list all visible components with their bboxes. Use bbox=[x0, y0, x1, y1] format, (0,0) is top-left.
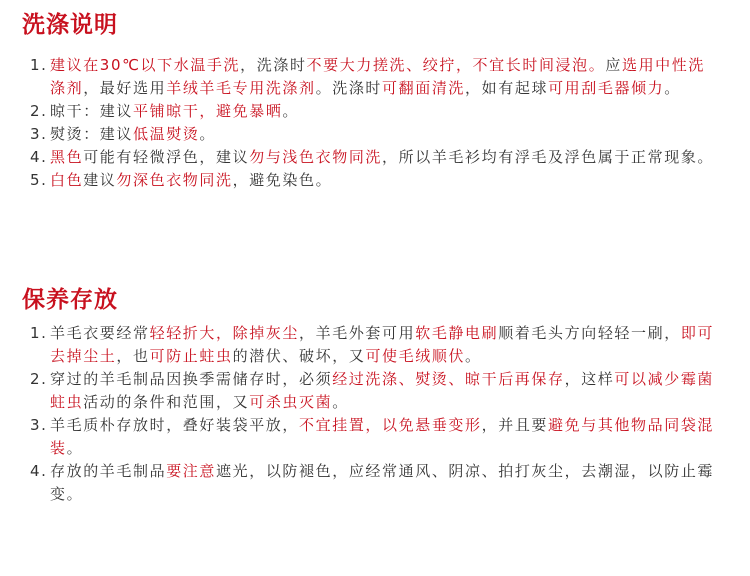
emphasized-text: 经过洗涤、熨烫、晾干后再保存 bbox=[332, 370, 565, 388]
emphasized-text: 可使毛绒顺伏 bbox=[365, 347, 466, 365]
emphasized-text: 可翻面清洗 bbox=[382, 79, 466, 97]
body-text: ，所以羊毛衫均有浮毛及浮色属于正常现象。 bbox=[382, 148, 715, 166]
body-text: ，洗涤时 bbox=[240, 56, 307, 74]
body-text: 。 bbox=[465, 347, 482, 365]
emphasized-text: 不要大力搓洗、绞拧，不宜长时间浸泡。 bbox=[306, 56, 606, 74]
list-item bbox=[0, 100, 750, 123]
body-text: ，也 bbox=[116, 347, 150, 365]
body-text: 。 bbox=[282, 102, 300, 120]
body-text: 可能有轻微浮色，建议 bbox=[83, 148, 250, 166]
body-text: 。 bbox=[664, 79, 681, 97]
washing-instructions-list bbox=[0, 54, 750, 192]
emphasized-text: 选用中性洗涤剂 bbox=[50, 56, 705, 97]
body-text: 顺着毛头方向轻轻一刷， bbox=[498, 324, 681, 342]
list-item-number: 5. bbox=[30, 171, 48, 189]
body-text: 活动的条件和范围，又 bbox=[83, 393, 250, 411]
body-text: 穿过的羊毛制品因换季需储存时，必须 bbox=[50, 370, 333, 388]
body-text: 熨烫：建议 bbox=[50, 125, 134, 143]
list-item-number: 3. bbox=[30, 125, 48, 143]
list-item bbox=[0, 146, 750, 169]
body-text: 应 bbox=[605, 56, 622, 74]
body-text: 。 bbox=[66, 439, 84, 457]
section-title-care: 保养存放 bbox=[22, 287, 118, 313]
list-item bbox=[0, 368, 750, 414]
list-item bbox=[0, 414, 750, 460]
emphasized-text: 黑色 bbox=[50, 148, 84, 166]
body-text: ，这样 bbox=[564, 370, 615, 388]
body-text: 晾干：建议 bbox=[50, 102, 134, 120]
body-text: 存放的羊毛制品 bbox=[50, 462, 167, 480]
list-item bbox=[0, 460, 750, 506]
body-text: 。洗涤时 bbox=[315, 79, 383, 97]
body-text: ，如有起球 bbox=[465, 79, 549, 97]
emphasized-text: 白色 bbox=[50, 171, 84, 189]
body-text: 遮光，以防褪色，应经常通风、阴凉、拍打灰尘，去潮湿，以防止霉变。 bbox=[50, 462, 715, 503]
emphasized-text: 低温熨烫 bbox=[133, 125, 200, 143]
list-item bbox=[0, 169, 750, 192]
list-item bbox=[0, 54, 750, 100]
emphasized-text: 勿深色衣物同洗 bbox=[116, 171, 233, 189]
body-text: ，避免染色。 bbox=[232, 171, 333, 189]
emphasized-text: 平铺晾干，避免暴晒 bbox=[133, 102, 283, 120]
emphasized-text: 可用刮毛器倾力 bbox=[548, 79, 665, 97]
body-text: ，羊毛外套可用 bbox=[299, 324, 416, 342]
emphasized-text: 可杀虫灭菌 bbox=[249, 393, 333, 411]
body-text: 羊毛质朴存放时，叠好装袋平放， bbox=[50, 416, 300, 434]
emphasized-text: 建议在30℃以下水温手洗 bbox=[50, 56, 241, 74]
list-item-number: 3. bbox=[30, 416, 48, 434]
body-text: ，并且要 bbox=[481, 416, 549, 434]
body-text: 建议 bbox=[83, 171, 117, 189]
body-text: 羊毛衣要经常 bbox=[50, 324, 150, 342]
body-text: 。 bbox=[199, 125, 217, 143]
body-text: 。 bbox=[332, 393, 349, 411]
section-title-washing: 洗涤说明 bbox=[22, 12, 118, 38]
emphasized-text: 软毛静电刷 bbox=[415, 324, 499, 342]
list-item-number: 4. bbox=[30, 148, 48, 166]
care-storage-list bbox=[0, 322, 750, 506]
emphasized-text: 即可去掉尘土 bbox=[50, 324, 715, 365]
emphasized-text: 羊绒羊毛专用洗涤剂 bbox=[166, 79, 316, 97]
list-item-number: 2. bbox=[30, 370, 48, 388]
body-text: ，最好选用 bbox=[83, 79, 167, 97]
emphasized-text: 不宜挂置，以免悬垂变形 bbox=[299, 416, 482, 434]
emphasized-text: 轻轻折大，除掉灰尘 bbox=[149, 324, 300, 342]
list-item-number: 1. bbox=[30, 56, 48, 74]
list-item-number: 4. bbox=[30, 462, 48, 480]
emphasized-text: 可以减少霉菌蛀虫 bbox=[50, 370, 715, 411]
emphasized-text: 勿与浅色衣物同洗 bbox=[249, 148, 383, 166]
list-item-number: 1. bbox=[30, 324, 48, 342]
emphasized-text: 要注意 bbox=[166, 462, 217, 480]
list-item bbox=[0, 123, 750, 146]
emphasized-text: 避免与其他物品同袋混装 bbox=[50, 416, 715, 457]
list-item bbox=[0, 322, 750, 368]
body-text: 的潜伏、破坏，又 bbox=[232, 347, 366, 365]
list-item-number: 2. bbox=[30, 102, 48, 120]
emphasized-text: 可防止蛀虫 bbox=[149, 347, 233, 365]
